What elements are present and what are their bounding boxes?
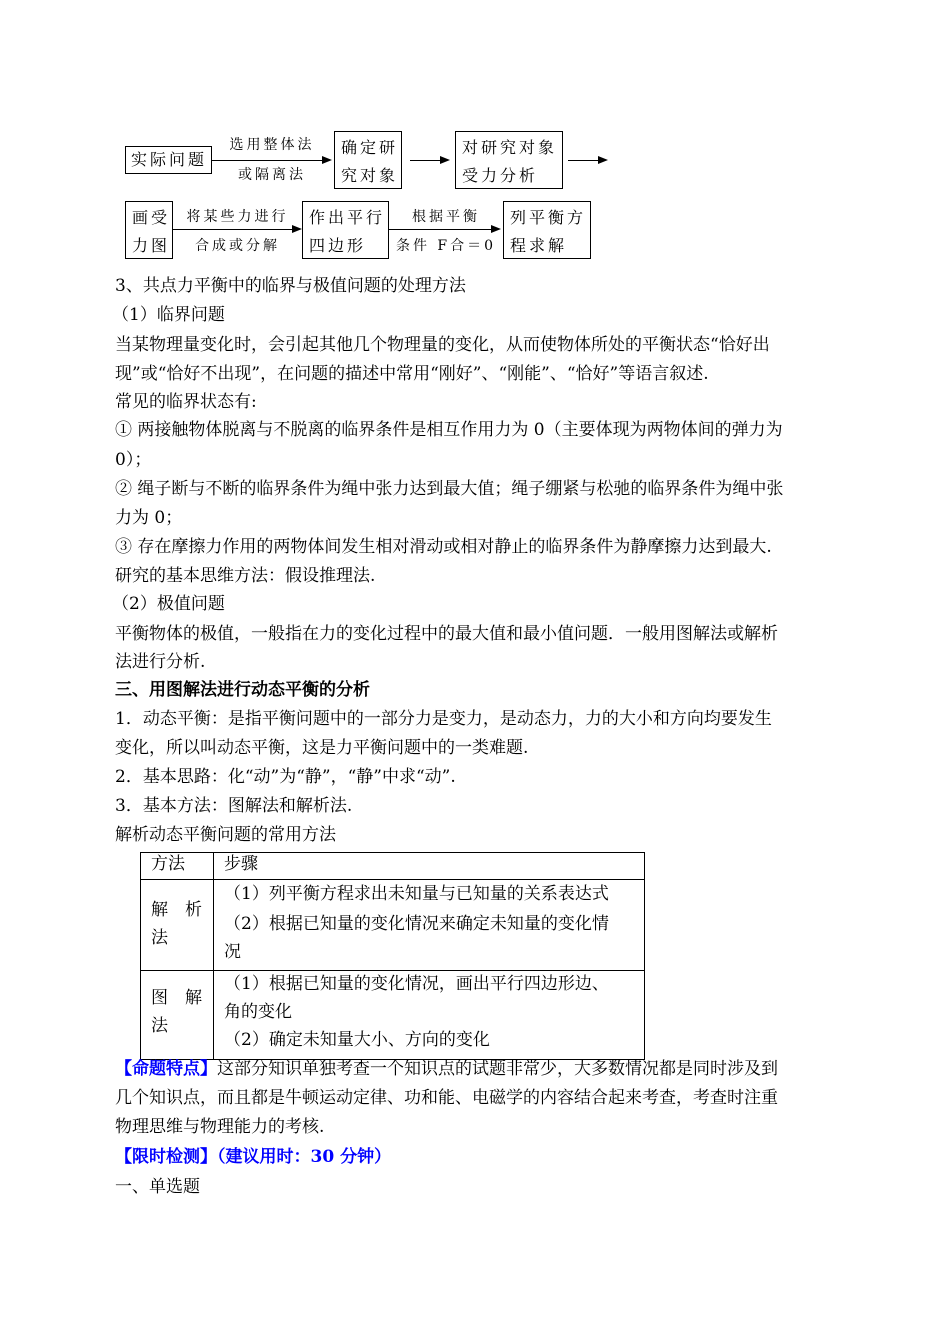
flow-box-draw-force-diagram: 画受 力图: [125, 201, 173, 259]
flow-arrow-head: [491, 225, 501, 233]
list-item: ② 绳子断与不断的临界条件为绳中张力达到最大值；绳子绷紧与松驰的临界条件为绳中张: [115, 479, 784, 499]
flow-arrow-line: [389, 229, 491, 230]
flow-arrow-head: [322, 156, 332, 164]
flow-box-determine-object: 确定研 究对象: [334, 131, 402, 189]
flow-arrow-head: [440, 156, 450, 164]
features-tag: 【命题特点】: [115, 1059, 217, 1079]
list-item: 0）；: [115, 450, 152, 470]
table-header-steps: 步骤: [224, 854, 258, 874]
features-paragraph: 【命题特点】这部分知识单独考查一个知识点的试题非常少，大多数情况都是同时涉及到: [115, 1059, 778, 1079]
flow-arrow-label-bottom: 合成或分解: [195, 238, 280, 254]
paragraph-line: 现”或“恰好不出现”，在问题的描述中常用“刚好”、“刚能”、“恰好”等语言叙述.: [115, 364, 709, 384]
table-header-method: 方法: [151, 854, 185, 874]
table-cell-step: （1）根据已知量的变化情况，画出平行四边形边、: [224, 974, 609, 994]
timed-test-heading: 【限时检测】（建议用时：30 分钟）: [115, 1147, 392, 1167]
flow-arrow-head: [292, 225, 302, 233]
methods-table: [140, 852, 645, 1060]
table-caption: 解析动态平衡问题的常用方法: [115, 825, 336, 845]
flow-box-actual-problem: 实际问题: [125, 146, 212, 174]
flow-arrow-line: [173, 229, 292, 230]
paragraph-line: 2．基本思路：化“动”为“静”，“静”中求“动”.: [115, 767, 456, 787]
paragraph-line: 研究的基本思维方法：假设推理法.: [115, 566, 376, 586]
flow-box-parallelogram: 作出平行 四边形: [302, 201, 389, 259]
table-cell-method: 解 析: [151, 900, 202, 920]
paragraph-line: 平衡物体的极值，一般指在力的变化过程中的最大值和最小值问题．一般用图解法或解析: [115, 624, 778, 644]
paragraph-line: 1．动态平衡：是指平衡问题中的一部分力是变力，是动态力，力的大小和方向均要发生: [115, 709, 772, 729]
table-cell-step: （2）确定未知量大小、方向的变化: [224, 1030, 490, 1050]
flow-box-force-analysis: 对研究对象 受力分析: [455, 131, 563, 189]
single-choice-heading: 一、单选题: [115, 1177, 200, 1197]
paragraph-line: 法进行分析.: [115, 652, 206, 672]
list-item: ③ 存在摩擦力作用的两物体间发生相对滑动或相对静止的临界条件为静摩擦力达到最大.: [115, 537, 772, 557]
paragraph-line: 当某物理量变化时，会引起其他几个物理量的变化，从而使物体所处的平衡状态“恰好出: [115, 335, 770, 355]
subheading-extreme: （2）极值问题: [112, 594, 225, 614]
paragraph-line: 几个知识点，而且都是牛顿运动定律、功和能、电磁学的内容结合起来考查，考查时注重: [115, 1088, 778, 1108]
flow-arrow-label-top: 将某些力进行: [186, 209, 289, 225]
flow-arrow-line: [568, 160, 598, 161]
section-heading: 3、共点力平衡中的临界与极值问题的处理方法: [115, 276, 466, 296]
table-cell-method: 法: [151, 928, 168, 948]
flow-arrow-label-top: 根据平衡: [412, 209, 480, 225]
paragraph-line: 3．基本方法：图解法和解析法.: [115, 796, 353, 816]
paragraph-line: 变化，所以叫动态平衡，这是力平衡问题中的一类难题.: [115, 738, 529, 758]
table-cell-step: 角的变化: [224, 1002, 292, 1022]
flowchart: [0, 0, 950, 270]
paragraph-line: 常见的临界状态有:: [115, 392, 257, 412]
paragraph-line: 物理思维与物理能力的考核.: [115, 1117, 325, 1137]
table-cell-step: （2）根据已知量的变化情况来确定未知量的变化情: [224, 914, 609, 934]
flow-box-solve-equations: 列平衡方 程求解: [503, 201, 591, 259]
table-cell-step: 况: [224, 942, 241, 962]
flow-arrow-line: [410, 160, 442, 161]
list-item: ① 两接触物体脱离与不脱离的临界条件是相互作用力为 0（主要体现为两物体间的弹力为: [115, 420, 783, 440]
table-cell-method: 图 解: [151, 988, 202, 1008]
flow-arrow-line: [212, 160, 322, 161]
flow-arrow-label-top: 选用整体法: [229, 137, 315, 153]
subheading-critical: （1）临界问题: [112, 305, 225, 325]
table-cell-method: 法: [151, 1016, 168, 1036]
flow-arrow-label-bottom: 或隔离法: [238, 167, 306, 183]
part-heading: 三、用图解法进行动态平衡的分析: [115, 680, 370, 700]
list-item: 力为 0；: [115, 508, 183, 528]
flow-arrow-label-bottom: 条件 F合＝0: [395, 238, 497, 254]
flow-arrow-head: [598, 156, 608, 164]
table-cell-step: （1）列平衡方程求出未知量与已知量的关系表达式: [224, 884, 609, 904]
